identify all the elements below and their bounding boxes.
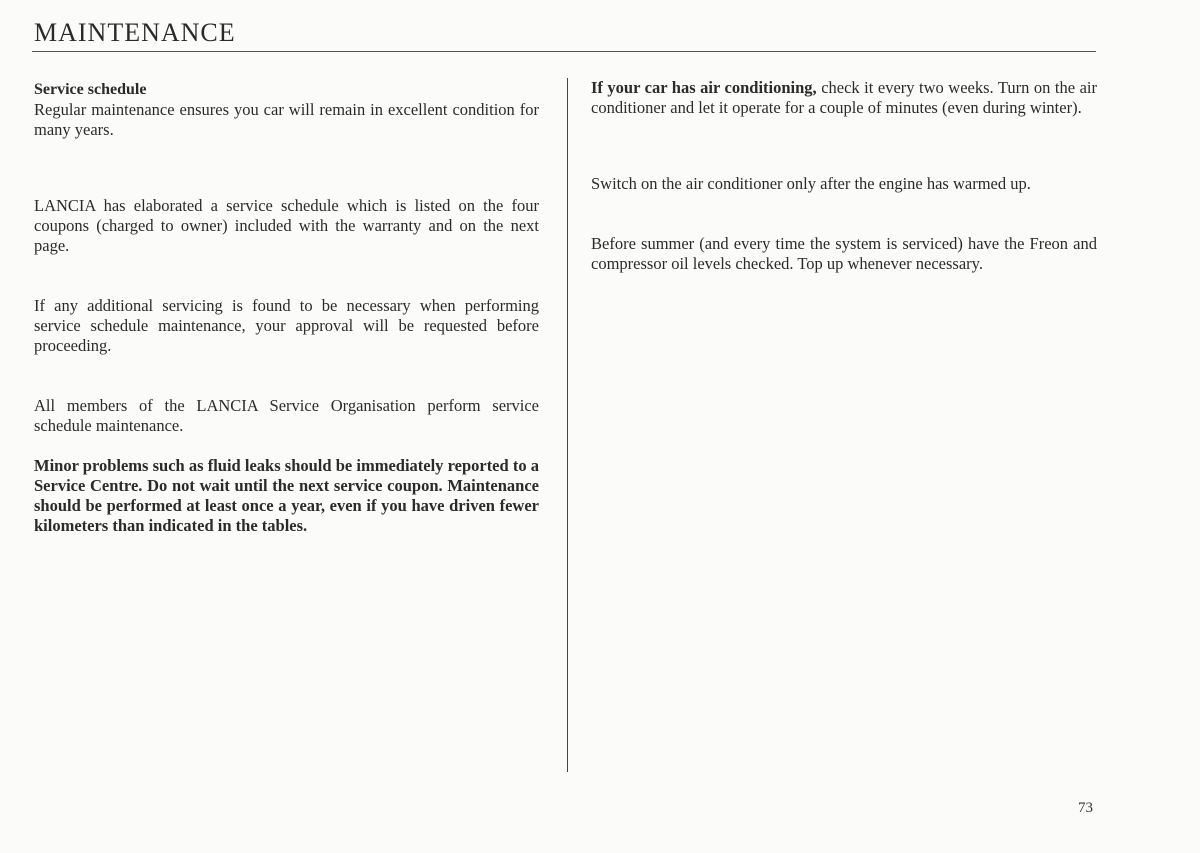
paragraph-additional-servicing: If any additional servicing is found to be necessary when performing service schedule maintenance, your approval will be requested before proceeding. [34,296,539,355]
paragraph-lancia-schedule: LANCIA has elaborated a service schedule which is listed on the four coupons (charged to owner) included with the warranty and on the next page. [34,196,539,255]
paragraph-regular-maintenance: Regular maintenance ensures you car will remain in excellent condition for many years. [34,100,539,139]
left-column [34,80,539,536]
air-conditioning-rest: check it every two weeks. Turn on the air conditioner and let it operate for a couple of minutes (even during winter). [591,78,1097,117]
air-conditioning-lead: If your car has air conditioning, [591,78,817,97]
paragraph-service-organisation: All members of the LANCIA Service Organisation perform service schedule maintenance. [34,396,539,435]
page-title: MAINTENANCE [34,18,236,47]
header-rule [32,51,1096,52]
right-column [591,78,1097,274]
paragraph-before-summer: Before summer (and every time the system is serviced) have the Freon and compressor oil levels checked. Top up whenever necessary. [591,234,1097,273]
paragraph-air-conditioning [591,78,1097,118]
paragraph-minor-problems: Minor problems such as fluid leaks should be immediately reported to a Service Centre. Do not wait until the next service coupon. Maintenance should be performed at least once a year, even if you have driven fewer kilometers than indicated in the tables. [34,456,539,535]
column-divider [567,78,568,772]
page-number: 73 [1078,800,1093,816]
section-heading: Service schedule [34,81,147,98]
paragraph-switch-on: Switch on the air conditioner only after the engine has warmed up. [591,174,1031,193]
